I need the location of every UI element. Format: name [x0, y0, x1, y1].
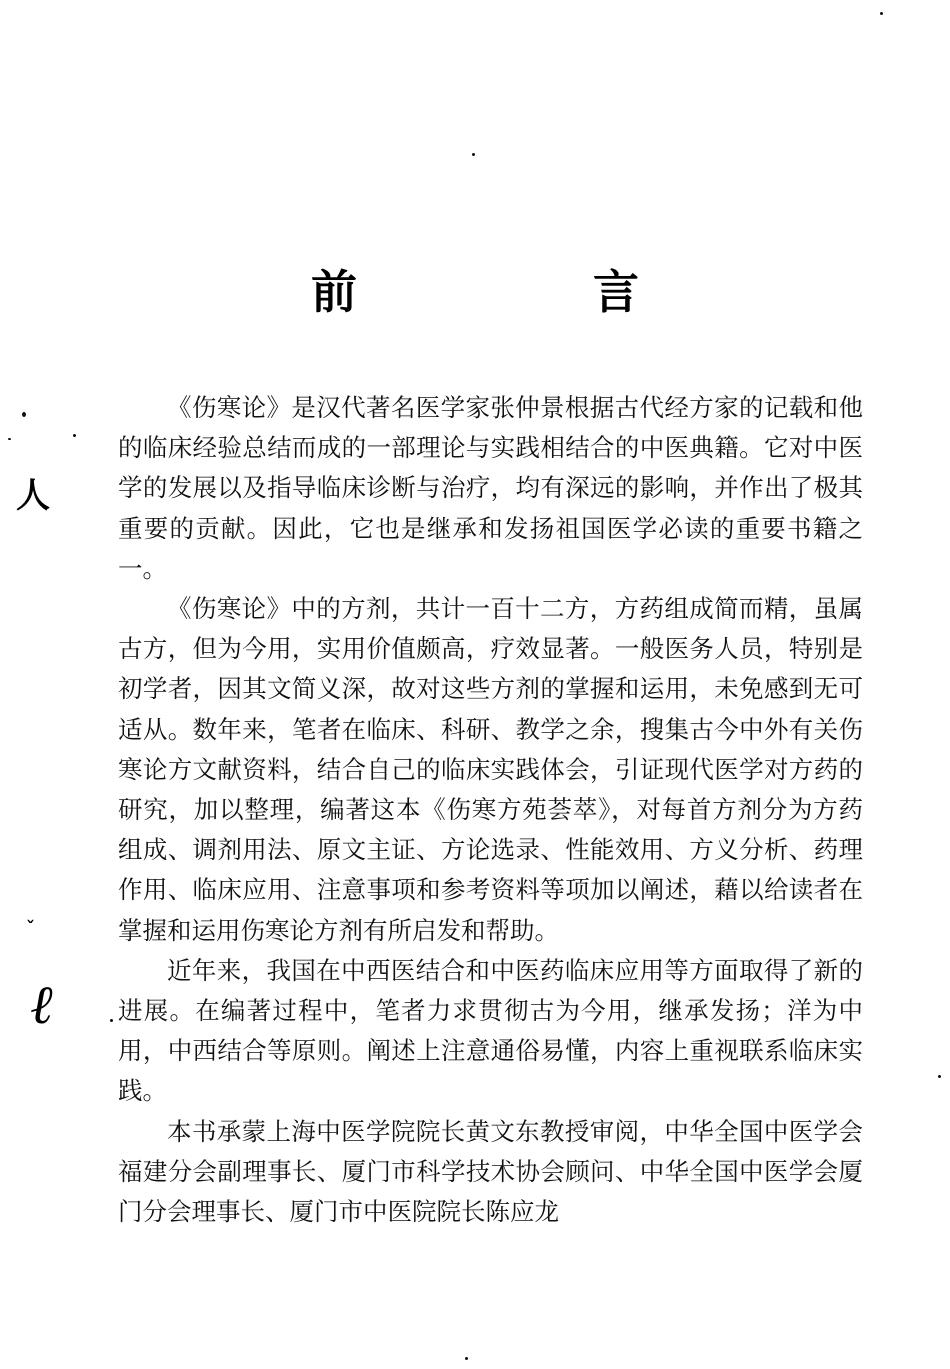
scan-speck [110, 1019, 113, 1022]
body-text [118, 388, 863, 1232]
paragraph: 本书承蒙上海中医学院院长黄文东教授审阅，中华全国中医学会福建分会副理事长、厦门市科学技术协会顾问、中华全国中医学会厦门分会理事长、厦门市中医院院长陈应龙 [118, 1116, 863, 1227]
page-title: 前 言 [310, 265, 749, 319]
binding-mark: ˇ [26, 918, 35, 939]
paragraph: 近年来，我国在中西医结合和中医药临床应用等方面取得了新的进展。在编著过程中，笔者力求贯彻古为今用，继承发扬；洋为中用，中西结合等原则。阐述上注意通俗易懂，内容上重视联系临床实践。 [118, 955, 863, 1106]
scan-speck [880, 12, 883, 15]
scan-speck [938, 1075, 941, 1078]
paragraph: 《伤寒论》中的方剂，共计一百十二方，方药组成简而精，虽属古方，但为今用，实用价值颇高，疗效显著。一般医务人员，特别是初学者，因其文简义深，故对这些方剂的掌握和运用，未免感到无可适从。数年来，笔者在临床、科研、教学之余，搜集古今中外有关伤寒论方文献资料，结合自己的临床实践体会，引证现代医学对方药的研究，加以整理，编著这本《伤寒方苑荟萃》，对每首方剂分为方药组成、调剂用法、原文主证、方论选录、性能效用、方义分析、药理作用、临床应用、注意事项和参考资料等项加以阐述，藉以给读者在掌握和运用伤寒论方剂有所启发和帮助。 [118, 594, 863, 945]
binding-mark: ⼈ [16, 476, 50, 516]
scan-speck [22, 412, 26, 417]
scan-speck [8, 438, 11, 440]
binding-mark: ℓ [30, 973, 53, 1036]
scan-speck [465, 1357, 468, 1360]
scan-speck [472, 153, 475, 156]
scan-speck [73, 434, 76, 437]
paragraph: 《伤寒论》是汉代著名医学家张仲景根据古代经方家的记载和他的临床经验总结而成的一部理论与实践相结合的中医典籍。它对中医学的发展以及指导临床诊断与治疗，均有深远的影响，并作出了极其重要的贡献。因此，它也是继承和发扬祖国医学必读的重要书籍之一。 [118, 393, 863, 583]
